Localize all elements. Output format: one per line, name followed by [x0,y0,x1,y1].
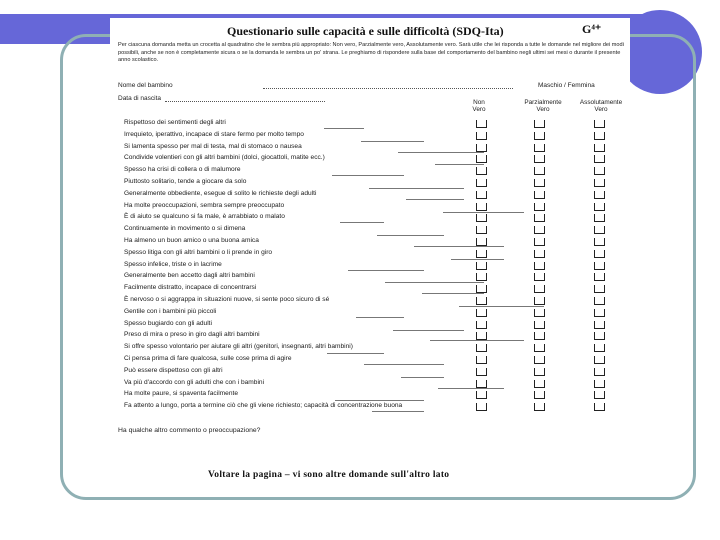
checkbox-parzialmente-vero[interactable] [534,238,545,246]
checkbox-assolutamente-vero[interactable] [594,167,605,175]
checkbox-assolutamente-vero[interactable] [594,332,605,340]
checkbox-assolutamente-vero[interactable] [594,155,605,163]
checkbox-non-vero[interactable] [476,273,487,281]
checkbox-non-vero[interactable] [476,250,487,258]
checkbox-assolutamente-vero[interactable] [594,203,605,211]
checkbox-non-vero[interactable] [476,309,487,317]
checkbox-parzialmente-vero[interactable] [534,179,545,187]
item-text: Ci pensa prima di fare qualcosa, sulle cose prima di agire [124,354,292,362]
child-name-field [118,82,513,89]
checkbox-non-vero[interactable] [476,356,487,364]
checkbox-non-vero[interactable] [476,144,487,152]
questionnaire-row [124,389,620,401]
questionnaire-row [124,342,620,354]
item-text: Spesso ha crisi di collera o di malumore [124,166,241,174]
item-text: È di aiuto se qualcuno si fa male, è arrabbiato o malato [124,213,285,221]
questionnaire-row [124,366,620,378]
item-text: Ha almeno un buon amico o una buona amica [124,236,259,244]
checkbox-parzialmente-vero[interactable] [534,226,545,234]
checkbox-parzialmente-vero[interactable] [534,144,545,152]
checkbox-assolutamente-vero[interactable] [594,309,605,317]
item-text: Facilmente distratto, incapace di concentrarsi [124,284,257,292]
instructions: Per ciascuna domanda metta un crocetta al quadratino che le sembra più appropriato: Non vero, Parzialmente vero, Assolutamente vero. Sarà utile che lei risponda a tutte le domande nel migliore dei modi possibili, anche se non è completamente sicura o se la domanda le sembra un po' strana. Le preghiamo di rispondere sulla base del comportamento del bambino negli ultimi sei mesi o durante il presente anno scolastico. [118,42,624,64]
checkbox-non-vero[interactable] [476,285,487,293]
checkbox-parzialmente-vero[interactable] [534,120,545,128]
checkbox-assolutamente-vero[interactable] [594,214,605,222]
questionnaire-items [124,118,620,413]
item-text: Spesso litiga con gli altri bambini o li prende in giro [124,248,273,256]
checkbox-assolutamente-vero[interactable] [594,250,605,258]
questionnaire-row [124,153,620,165]
checkbox-non-vero[interactable] [476,403,487,411]
questionnaire-row [124,330,620,342]
questionnaire-row [124,283,620,295]
item-text: Si lamenta spesso per mal di testa, mal di stomaco o nausea [124,142,302,150]
column-header-assolutamente-vero: Assolutamente Vero [579,99,623,113]
checkbox-non-vero[interactable] [476,321,487,329]
item-text: Piuttosto solitario, tende a giocare da solo [124,177,247,185]
questionnaire-row [124,130,620,142]
child-name-label: Nome del bambino [118,82,173,89]
checkbox-assolutamente-vero[interactable] [594,368,605,376]
document-code: G⁴⁺ [582,22,602,36]
checkbox-parzialmente-vero[interactable] [534,155,545,163]
questionnaire-row [124,260,620,272]
checkbox-parzialmente-vero[interactable] [534,285,545,293]
questionnaire-row [124,319,620,331]
questionnaire-row [124,224,620,236]
questionnaire-row [124,212,620,224]
checkbox-assolutamente-vero[interactable] [594,179,605,187]
dob-field [118,95,325,102]
checkbox-parzialmente-vero[interactable] [534,309,545,317]
scanned-questionnaire [110,18,630,494]
checkbox-non-vero[interactable] [476,380,487,388]
questionnaire-row [124,165,620,177]
checkbox-assolutamente-vero[interactable] [594,344,605,352]
checkbox-assolutamente-vero[interactable] [594,403,605,411]
checkbox-non-vero[interactable] [476,226,487,234]
checkbox-assolutamente-vero[interactable] [594,273,605,281]
checkbox-non-vero[interactable] [476,155,487,163]
document-title: Questionario sulle capacità e sulle difficoltà (SDQ-Ita) [227,24,504,38]
checkbox-assolutamente-vero[interactable] [594,285,605,293]
checkbox-parzialmente-vero[interactable] [534,380,545,388]
questionnaire-row [124,118,620,130]
item-text: Si offre spesso volontario per aiutare gli altri (genitori, insegnanti, altri bambini) [124,343,353,351]
checkbox-parzialmente-vero[interactable] [534,167,545,175]
checkbox-assolutamente-vero[interactable] [594,120,605,128]
checkbox-parzialmente-vero[interactable] [534,332,545,340]
checkbox-non-vero[interactable] [476,297,487,305]
item-text: Generalmente ben accetto dagli altri bambini [124,272,255,280]
checkbox-parzialmente-vero[interactable] [534,403,545,411]
checkbox-assolutamente-vero[interactable] [594,238,605,246]
item-text: Ha molte preoccupazioni, sembra sempre preoccupato [124,201,285,209]
checkbox-non-vero[interactable] [476,262,487,270]
checkbox-parzialmente-vero[interactable] [534,191,545,199]
other-comments-question: Ha qualche altro commento o preoccupazione? [118,427,261,434]
item-text: Generalmente obbediente, esegue di solito le richieste degli adulti [124,189,317,197]
item-text: Spesso bugiardo con gli adulti [124,319,212,327]
checkbox-non-vero[interactable] [476,344,487,352]
checkbox-parzialmente-vero[interactable] [534,273,545,281]
item-text: Può essere dispettoso con gli altri [124,366,223,374]
checkbox-parzialmente-vero[interactable] [534,321,545,329]
item-text: Continuamente in movimento o si dimena [124,225,246,233]
questionnaire-row [124,236,620,248]
checkbox-non-vero[interactable] [476,332,487,340]
checkbox-non-vero[interactable] [476,214,487,222]
checkbox-assolutamente-vero[interactable] [594,297,605,305]
questionnaire-row [124,354,620,366]
gender-label: Maschio / Femmina [538,82,595,89]
questionnaire-row [124,201,620,213]
checkbox-assolutamente-vero[interactable] [594,226,605,234]
checkbox-parzialmente-vero[interactable] [534,262,545,270]
item-text: Fa attento a lungo, porta a termine ciò che gli viene richiesto; capacità di concentrazione buona [124,402,403,410]
checkbox-assolutamente-vero[interactable] [594,132,605,140]
questionnaire-row [124,142,620,154]
checkbox-non-vero[interactable] [476,191,487,199]
checkbox-parzialmente-vero[interactable] [534,203,545,211]
checkbox-non-vero[interactable] [476,132,487,140]
checkbox-non-vero[interactable] [476,203,487,211]
footer-note: Voltare la pagina – vi sono altre domande sull'altro lato [208,470,450,480]
checkbox-non-vero[interactable] [476,179,487,187]
checkbox-assolutamente-vero[interactable] [594,144,605,152]
questionnaire-row [124,189,620,201]
checkbox-non-vero[interactable] [476,238,487,246]
checkbox-parzialmente-vero[interactable] [534,214,545,222]
checkbox-parzialmente-vero[interactable] [534,250,545,258]
dob-label: Data di nascita [118,95,161,102]
item-text: Preso di mira o preso in giro dagli altri bambini [124,331,260,339]
item-text: Irrequieto, iperattivo, incapace di stare fermo per molto tempo [124,130,304,138]
questionnaire-row [124,248,620,260]
checkbox-parzialmente-vero[interactable] [534,368,545,376]
item-text: Ha molte paure, si spaventa facilmente [124,390,238,398]
checkbox-assolutamente-vero[interactable] [594,391,605,399]
checkbox-non-vero[interactable] [476,368,487,376]
item-text: Condivide volentieri con gli altri bambini (dolci, giocattoli, matite ecc.) [124,154,325,162]
questionnaire-row [124,307,620,319]
item-text: Va più d'accordo con gli adulti che con i bambini [124,378,265,386]
questionnaire-row [124,295,620,307]
checkbox-parzialmente-vero[interactable] [534,132,545,140]
column-header-parzialmente-vero: Parzialmente Vero [524,99,562,113]
checkbox-non-vero[interactable] [476,120,487,128]
checkbox-parzialmente-vero[interactable] [534,356,545,364]
item-text: È nervoso o si aggrappa in situazioni nuove, si sente poco sicuro di sé [124,295,330,303]
checkbox-parzialmente-vero[interactable] [534,391,545,399]
checkbox-parzialmente-vero[interactable] [534,344,545,352]
questionnaire-row [124,177,620,189]
item-text: Rispettoso dei sentimenti degli altri [124,119,226,126]
row-rule [372,411,424,412]
questionnaire-row [124,401,620,413]
checkbox-parzialmente-vero[interactable] [534,297,545,305]
checkbox-non-vero[interactable] [476,167,487,175]
checkbox-assolutamente-vero[interactable] [594,321,605,329]
item-text: Spesso infelice, triste o in lacrime [124,260,222,268]
column-header-non-vero: Non Vero [472,99,486,113]
questionnaire-row [124,378,620,390]
checkbox-assolutamente-vero[interactable] [594,262,605,270]
checkbox-assolutamente-vero[interactable] [594,191,605,199]
checkbox-assolutamente-vero[interactable] [594,356,605,364]
questionnaire-row [124,271,620,283]
checkbox-assolutamente-vero[interactable] [594,380,605,388]
item-text: Gentile con i bambini più piccoli [124,307,217,315]
checkbox-non-vero[interactable] [476,391,487,399]
